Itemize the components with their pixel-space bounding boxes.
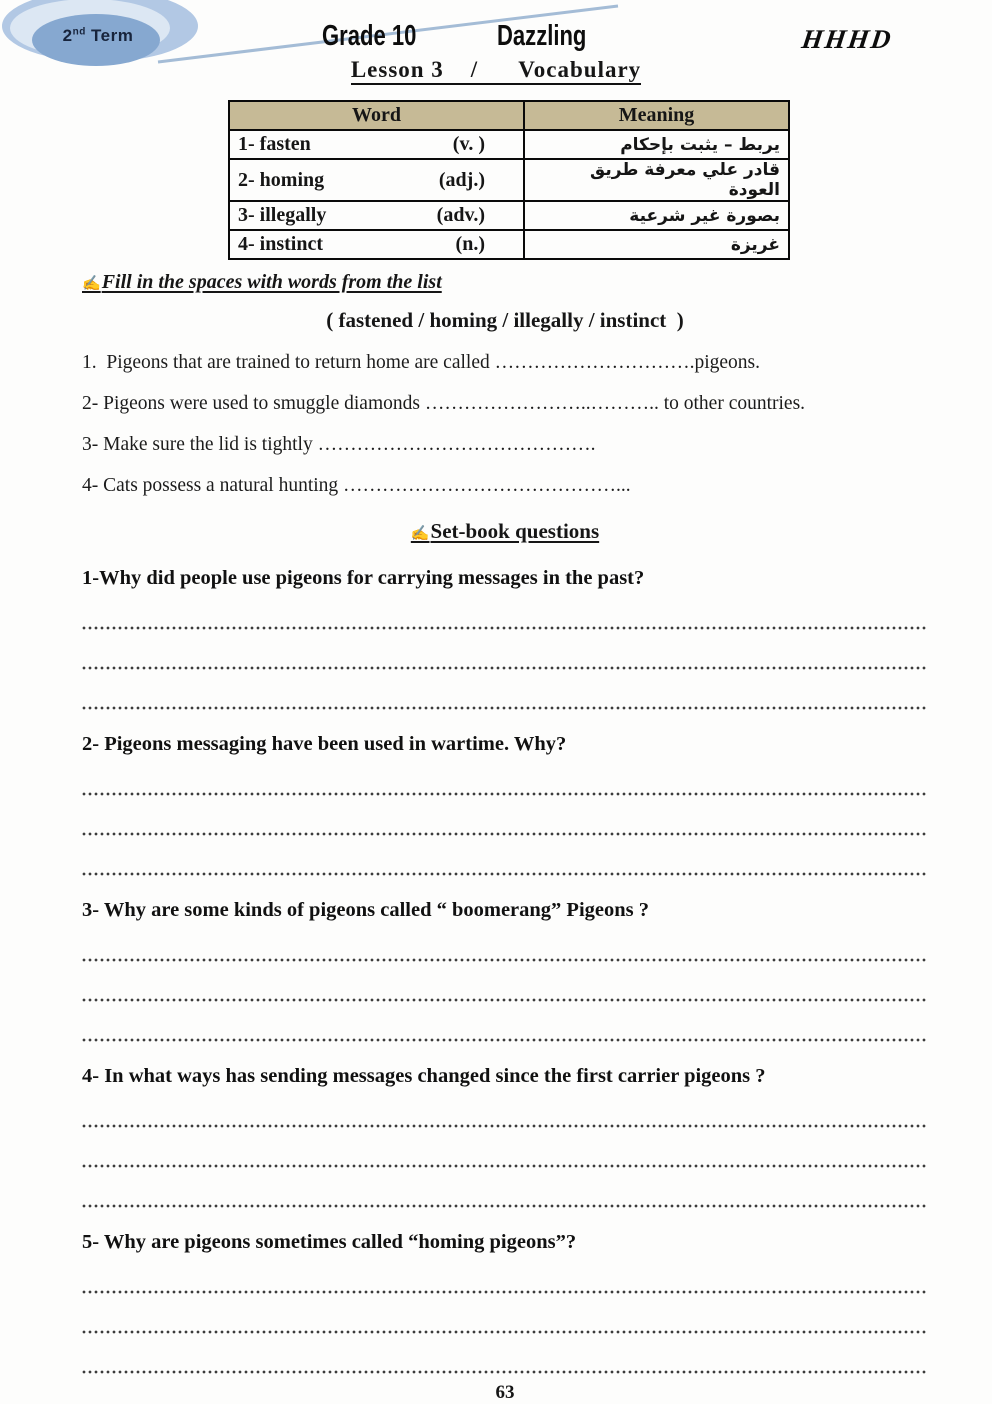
writing-hand-icon: ✍ (82, 276, 101, 292)
term-word: Term (85, 26, 134, 45)
word-column-header: Word (229, 101, 524, 130)
pos-cell: (n.) (455, 233, 485, 255)
word-cell: 4- instinct (238, 233, 323, 255)
question-text: 2- Pigeons messaging have been used in wartime. Why? (82, 733, 567, 755)
grade-title: Grade 10 (322, 20, 417, 52)
table-row (229, 230, 789, 259)
vocabulary-table (228, 100, 790, 260)
fill-sentence: 3- Make sure the lid is tightly ……………………………………. (82, 434, 596, 455)
pos-cell: (adj.) (438, 168, 485, 191)
answer-line (82, 1038, 928, 1042)
term-number: 2 (62, 26, 73, 45)
lesson-title: Lesson 3 / Vocabulary (0, 57, 992, 83)
word-bank: ( fastened / homing / illegally / instinct ) (326, 308, 684, 332)
answer-line (82, 1290, 928, 1294)
term-badge-label (34, 26, 162, 46)
meaning-column-header: Meaning (524, 101, 789, 130)
page-number: 63 (495, 1382, 515, 1403)
answer-line (82, 958, 928, 962)
fill-sentence: 1. Pigeons that are trained to return home are called ………………………….pigeons. (82, 352, 761, 373)
question-text: 5- Why are pigeons sometimes called “homing pigeons”? (82, 1231, 577, 1253)
question-block (82, 1231, 928, 1374)
fill-in-heading: ✍Fill in the spaces with words from the list (82, 271, 442, 293)
answer-line (82, 1330, 928, 1334)
meaning-cell: بصورة غير شرعية (524, 201, 789, 230)
writing-hand-icon: ✍ (410, 526, 430, 542)
pos-cell: (v. ) (452, 133, 485, 155)
answer-line (82, 1124, 928, 1128)
answer-line (82, 666, 928, 670)
table-row (229, 130, 789, 159)
word-cell: 1- fasten (238, 133, 311, 155)
meaning-cell: قادر علي معرفة طريق العودة (524, 159, 789, 201)
book-title: Dazzling (497, 20, 587, 52)
answer-line (82, 706, 928, 710)
question-text: 1-Why did people use pigeons for carrying messages in the past? (82, 567, 645, 589)
answer-line (82, 626, 928, 630)
answer-line (82, 1204, 928, 1208)
answer-line (82, 998, 928, 1002)
pos-cell: (adv.) (436, 204, 485, 226)
meaning-cell: يربط – يثبت بإحكام (524, 130, 789, 159)
setbook-heading: ✍Set-book questions (410, 519, 600, 543)
table-row (229, 159, 789, 201)
word-cell: 3- illegally (238, 204, 327, 226)
fill-sentence: 4- Cats possess a natural hunting ……………………………………... (82, 475, 631, 496)
table-row (229, 201, 789, 230)
answer-line (82, 1164, 928, 1168)
meaning-cell: غريزة (524, 230, 789, 259)
answer-line (82, 1370, 928, 1374)
question-text: 4- In what ways has sending messages changed since the first carrier pigeons ? (82, 1065, 766, 1087)
answer-line (82, 792, 928, 796)
question-block (82, 899, 928, 1042)
worksheet-body (0, 100, 992, 1404)
question-block (82, 1065, 928, 1208)
fill-sentence: 2- Pigeons were used to smuggle diamonds ……………………..……….. to other countries. (82, 393, 806, 414)
answer-line (82, 832, 928, 836)
author-signature: HHHD (799, 24, 895, 54)
question-block (82, 567, 928, 710)
table-header-row (229, 101, 789, 130)
question-block (82, 733, 928, 876)
question-text: 3- Why are some kinds of pigeons called “ boomerang” Pigeons ? (82, 899, 650, 921)
term-suffix: nd (72, 26, 86, 38)
answer-line (82, 872, 928, 876)
page-header (0, 0, 992, 96)
word-cell: 2- homing (238, 168, 325, 191)
